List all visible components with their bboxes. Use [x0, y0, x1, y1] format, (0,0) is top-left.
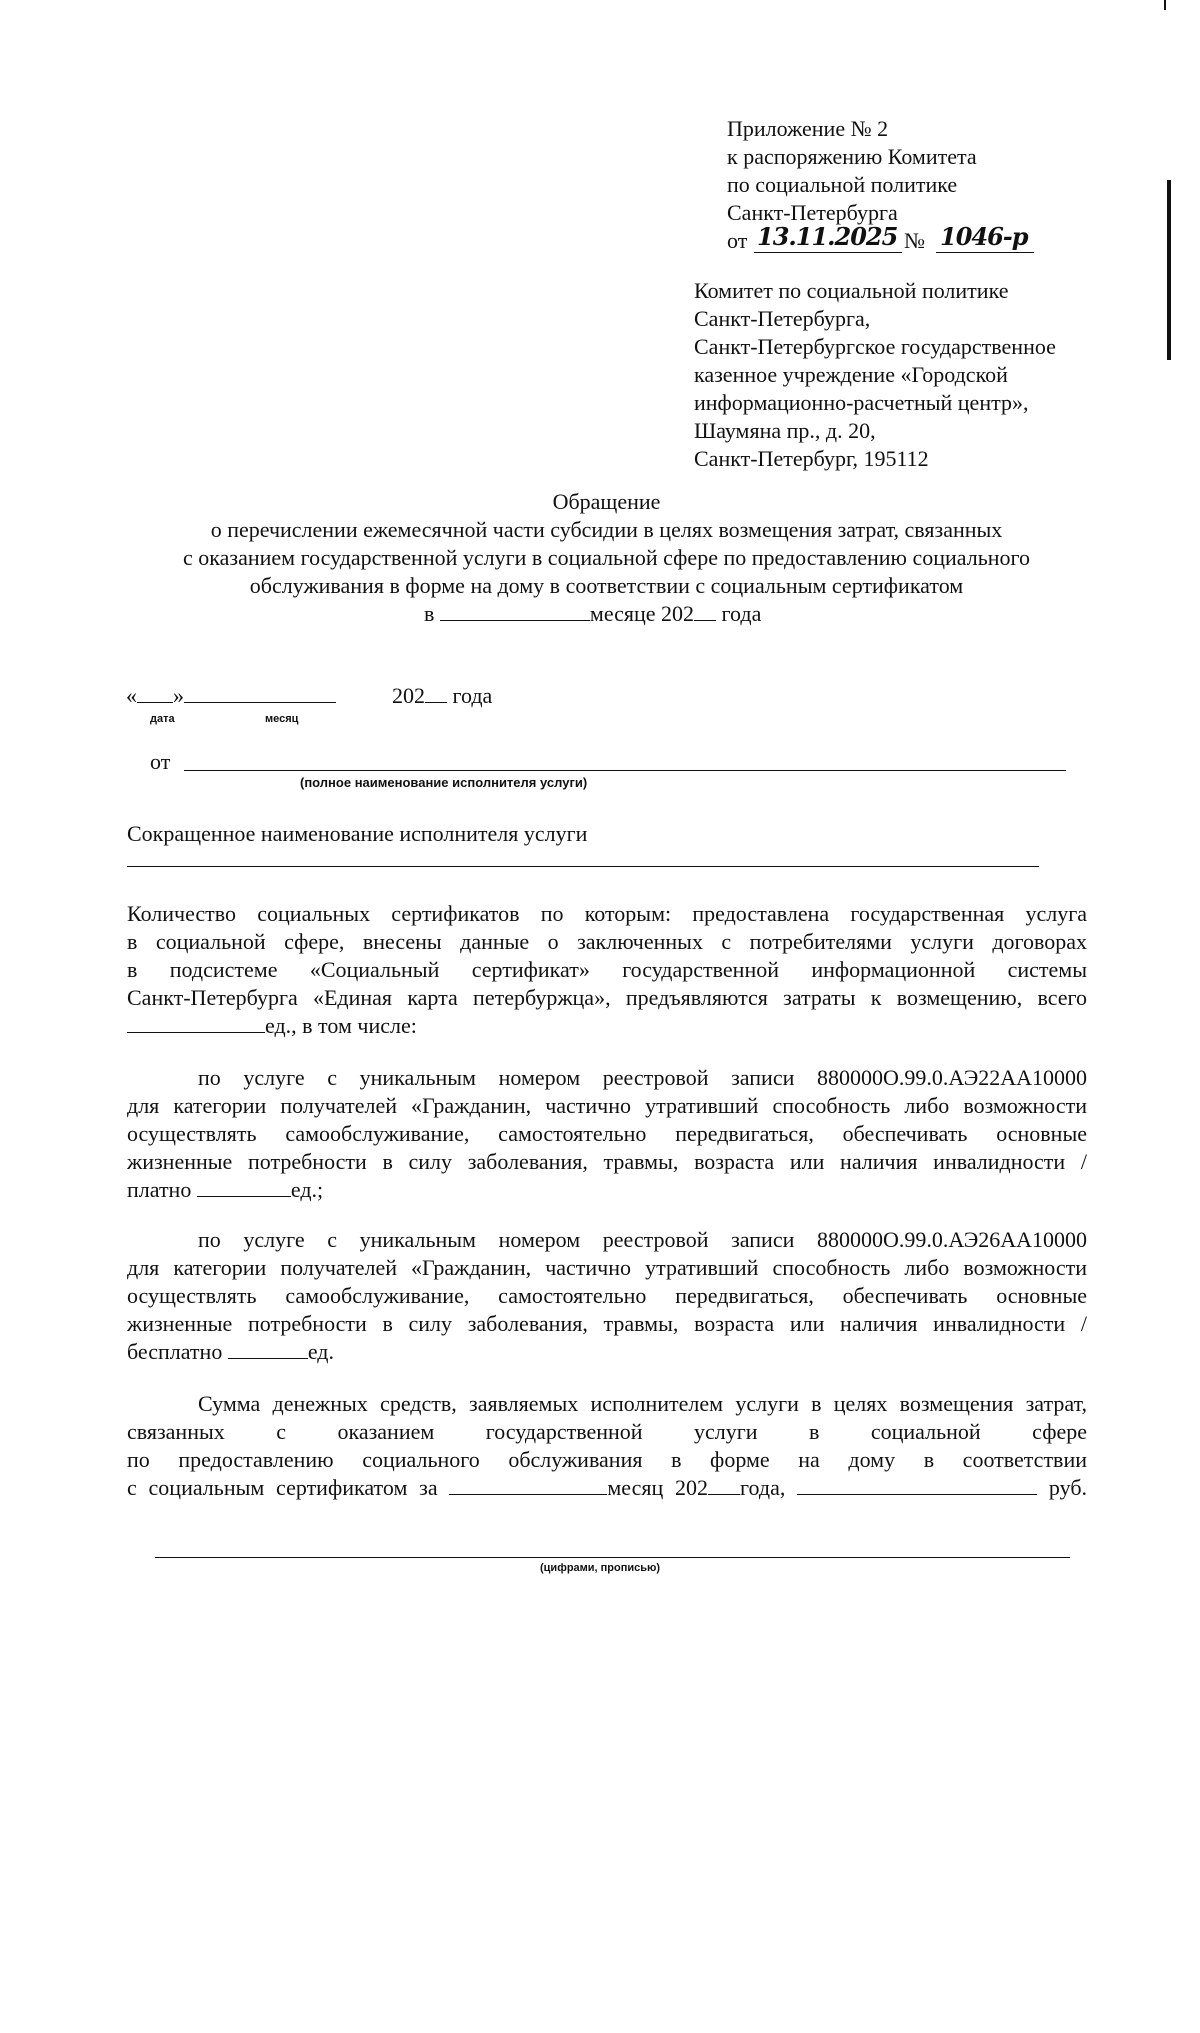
from-prefix: от — [150, 749, 171, 774]
appendix-date-underline — [754, 252, 902, 253]
month-suffix: месяце 202 — [589, 601, 695, 626]
certificates-line: Санкт-Петербурга «Единая карта петербуржца», предъявляются затраты к возмещению, всего — [127, 985, 1087, 1010]
date-year-suffix: года — [452, 683, 493, 708]
service2-pay-label: бесплатно — [127, 1339, 223, 1364]
certificates-line: в подсистеме «Социальный сертификат» государственной информационной системы — [127, 957, 1087, 982]
sum-year-blank[interactable] — [708, 1474, 740, 1495]
sum-line: по предоставлению социального обслуживания в форме на дому в соответствии — [127, 1447, 1087, 1472]
service1-line: по услуге с уникальным номером реестровой записи 880000О.99.0.АЭ22АА10000 — [198, 1065, 1087, 1090]
service1-unit: ед.; — [290, 1177, 324, 1202]
scan-edge-tick — [1164, 0, 1166, 10]
title-line: с оказанием государственной услуги в социальной сфере по предоставлению социального — [183, 545, 1030, 570]
date-open-quote: « — [126, 683, 137, 708]
sum-line: Сумма денежных средств, заявляемых исполнителем услуги в целях возмещения затрат, — [198, 1391, 1087, 1416]
certificates-total-blank[interactable] — [127, 1012, 265, 1033]
sum-prefix: с социальным сертификатом за — [127, 1475, 438, 1500]
addressee-line: Санкт-Петербурга, — [694, 306, 871, 331]
service1-paragraph — [127, 1064, 1087, 1204]
date-caption-month: месяц — [265, 713, 299, 725]
service2-line: для категории получателей «Гражданин, частично утративший способность либо возможности — [127, 1255, 1087, 1280]
certificates-total-suffix: ед., в том числе: — [265, 1013, 417, 1038]
service2-line: осуществлять самообслуживание, самостоятельно передвигаться, обеспечивать основные — [127, 1283, 1087, 1308]
service1-line: осуществлять самообслуживание, самостоятельно передвигаться, обеспечивать основные — [127, 1121, 1087, 1146]
appendix-from-prefix: от — [727, 228, 748, 253]
addressee-line: Санкт-Петербургское государственное — [694, 334, 1056, 359]
appendix-order-ref: к распоряжению Комитета — [727, 144, 977, 169]
addressee-line: казенное учреждение «Городской — [694, 362, 1008, 387]
day-blank[interactable] — [137, 682, 173, 703]
service2-count-blank[interactable] — [228, 1338, 308, 1359]
appendix-number-label: № — [904, 228, 925, 253]
appendix-committee: по социальной политике — [727, 172, 958, 197]
short-name-blank[interactable] — [127, 866, 1039, 867]
certificates-total-line — [127, 1012, 1087, 1040]
sum-caption: (цифрами, прописью) — [540, 1562, 661, 1574]
service2-line: по услуге с уникальным номером реестровой записи 880000О.99.0.АЭ26АА10000 — [198, 1227, 1087, 1252]
certificates-line: в социальной сфере, внесены данные о заключенных с потребителями услуги договорах — [127, 929, 1087, 954]
addressee-block — [694, 277, 1056, 473]
addressee-line: Санкт-Петербург, 195112 — [694, 446, 929, 471]
service1-count-blank[interactable] — [197, 1176, 291, 1197]
date-year-prefix: 202 — [392, 683, 425, 708]
service2-unit: ед. — [307, 1339, 334, 1364]
service1-pay-line — [127, 1176, 1087, 1204]
document-heading: Обращение — [552, 489, 661, 514]
sum-amount-blank[interactable] — [797, 1474, 1037, 1495]
appendix-number-handwritten: 1046-р — [940, 222, 1028, 251]
service2-pay-line — [127, 1338, 1087, 1366]
sum-month-blank[interactable] — [449, 1474, 607, 1495]
certificates-line: Количество социальных сертификатов по которым: предоставлена государственная услуга — [127, 901, 1087, 926]
date-line — [126, 682, 336, 710]
sum-last-line — [127, 1474, 1087, 1502]
service1-line: для категории получателей «Гражданин, частично утративший способность либо возможности — [127, 1093, 1087, 1118]
date-year — [392, 682, 492, 710]
appendix-title: Приложение № 2 — [727, 116, 889, 141]
sum-words-blank[interactable] — [155, 1557, 1070, 1558]
date-year-blank[interactable] — [425, 682, 447, 703]
title-line: обслуживания в форме на дому в соответствии с социальным сертификатом — [249, 573, 964, 598]
certificates-paragraph — [127, 900, 1087, 1040]
addressee-line: Шаумяна пр., д. 20, — [694, 418, 876, 443]
service2-line: жизненные потребности в силу заболевания, травмы, возраста или наличия инвалидности / — [127, 1311, 1087, 1336]
appendix-city: Санкт-Петербурга — [727, 200, 898, 225]
sum-month-text: месяц 202 — [607, 1475, 709, 1500]
year-blank[interactable] — [694, 600, 716, 621]
title-month-line — [424, 600, 761, 628]
date-close-quote: » — [173, 683, 184, 708]
service2-paragraph — [127, 1226, 1087, 1366]
sum-year-text: года, — [740, 1475, 786, 1500]
from-blank[interactable] — [184, 770, 1066, 771]
date-caption-day: дата — [150, 713, 175, 725]
service1-pay-label: платно — [127, 1177, 192, 1202]
addressee-line: Комитет по социальной политике — [694, 278, 1009, 303]
scan-edge-mark — [1167, 180, 1171, 360]
appendix-date-handwritten: 13.11.2025 — [757, 222, 898, 251]
addressee-line: информационно-расчетный центр», — [694, 390, 1029, 415]
sum-line: связанных с оказанием государственной услуги в социальной сфере — [127, 1419, 1087, 1444]
year-suffix: года — [721, 601, 762, 626]
short-name-label: Сокращенное наименование исполнителя услуги — [127, 821, 588, 846]
month-blank[interactable] — [440, 600, 590, 621]
sum-currency: руб. — [1048, 1475, 1088, 1500]
from-caption: (полное наименование исполнителя услуги) — [300, 775, 588, 790]
appendix-number-underline — [936, 252, 1034, 253]
month-prefix: в — [424, 601, 435, 626]
month-blank[interactable] — [184, 682, 336, 703]
sum-paragraph — [127, 1390, 1087, 1502]
service1-line: жизненные потребности в силу заболевания, травмы, возраста или наличия инвалидности / — [127, 1149, 1087, 1174]
title-line: о перечислении ежемесячной части субсидии в целях возмещения затрат, связанных — [210, 517, 1003, 542]
